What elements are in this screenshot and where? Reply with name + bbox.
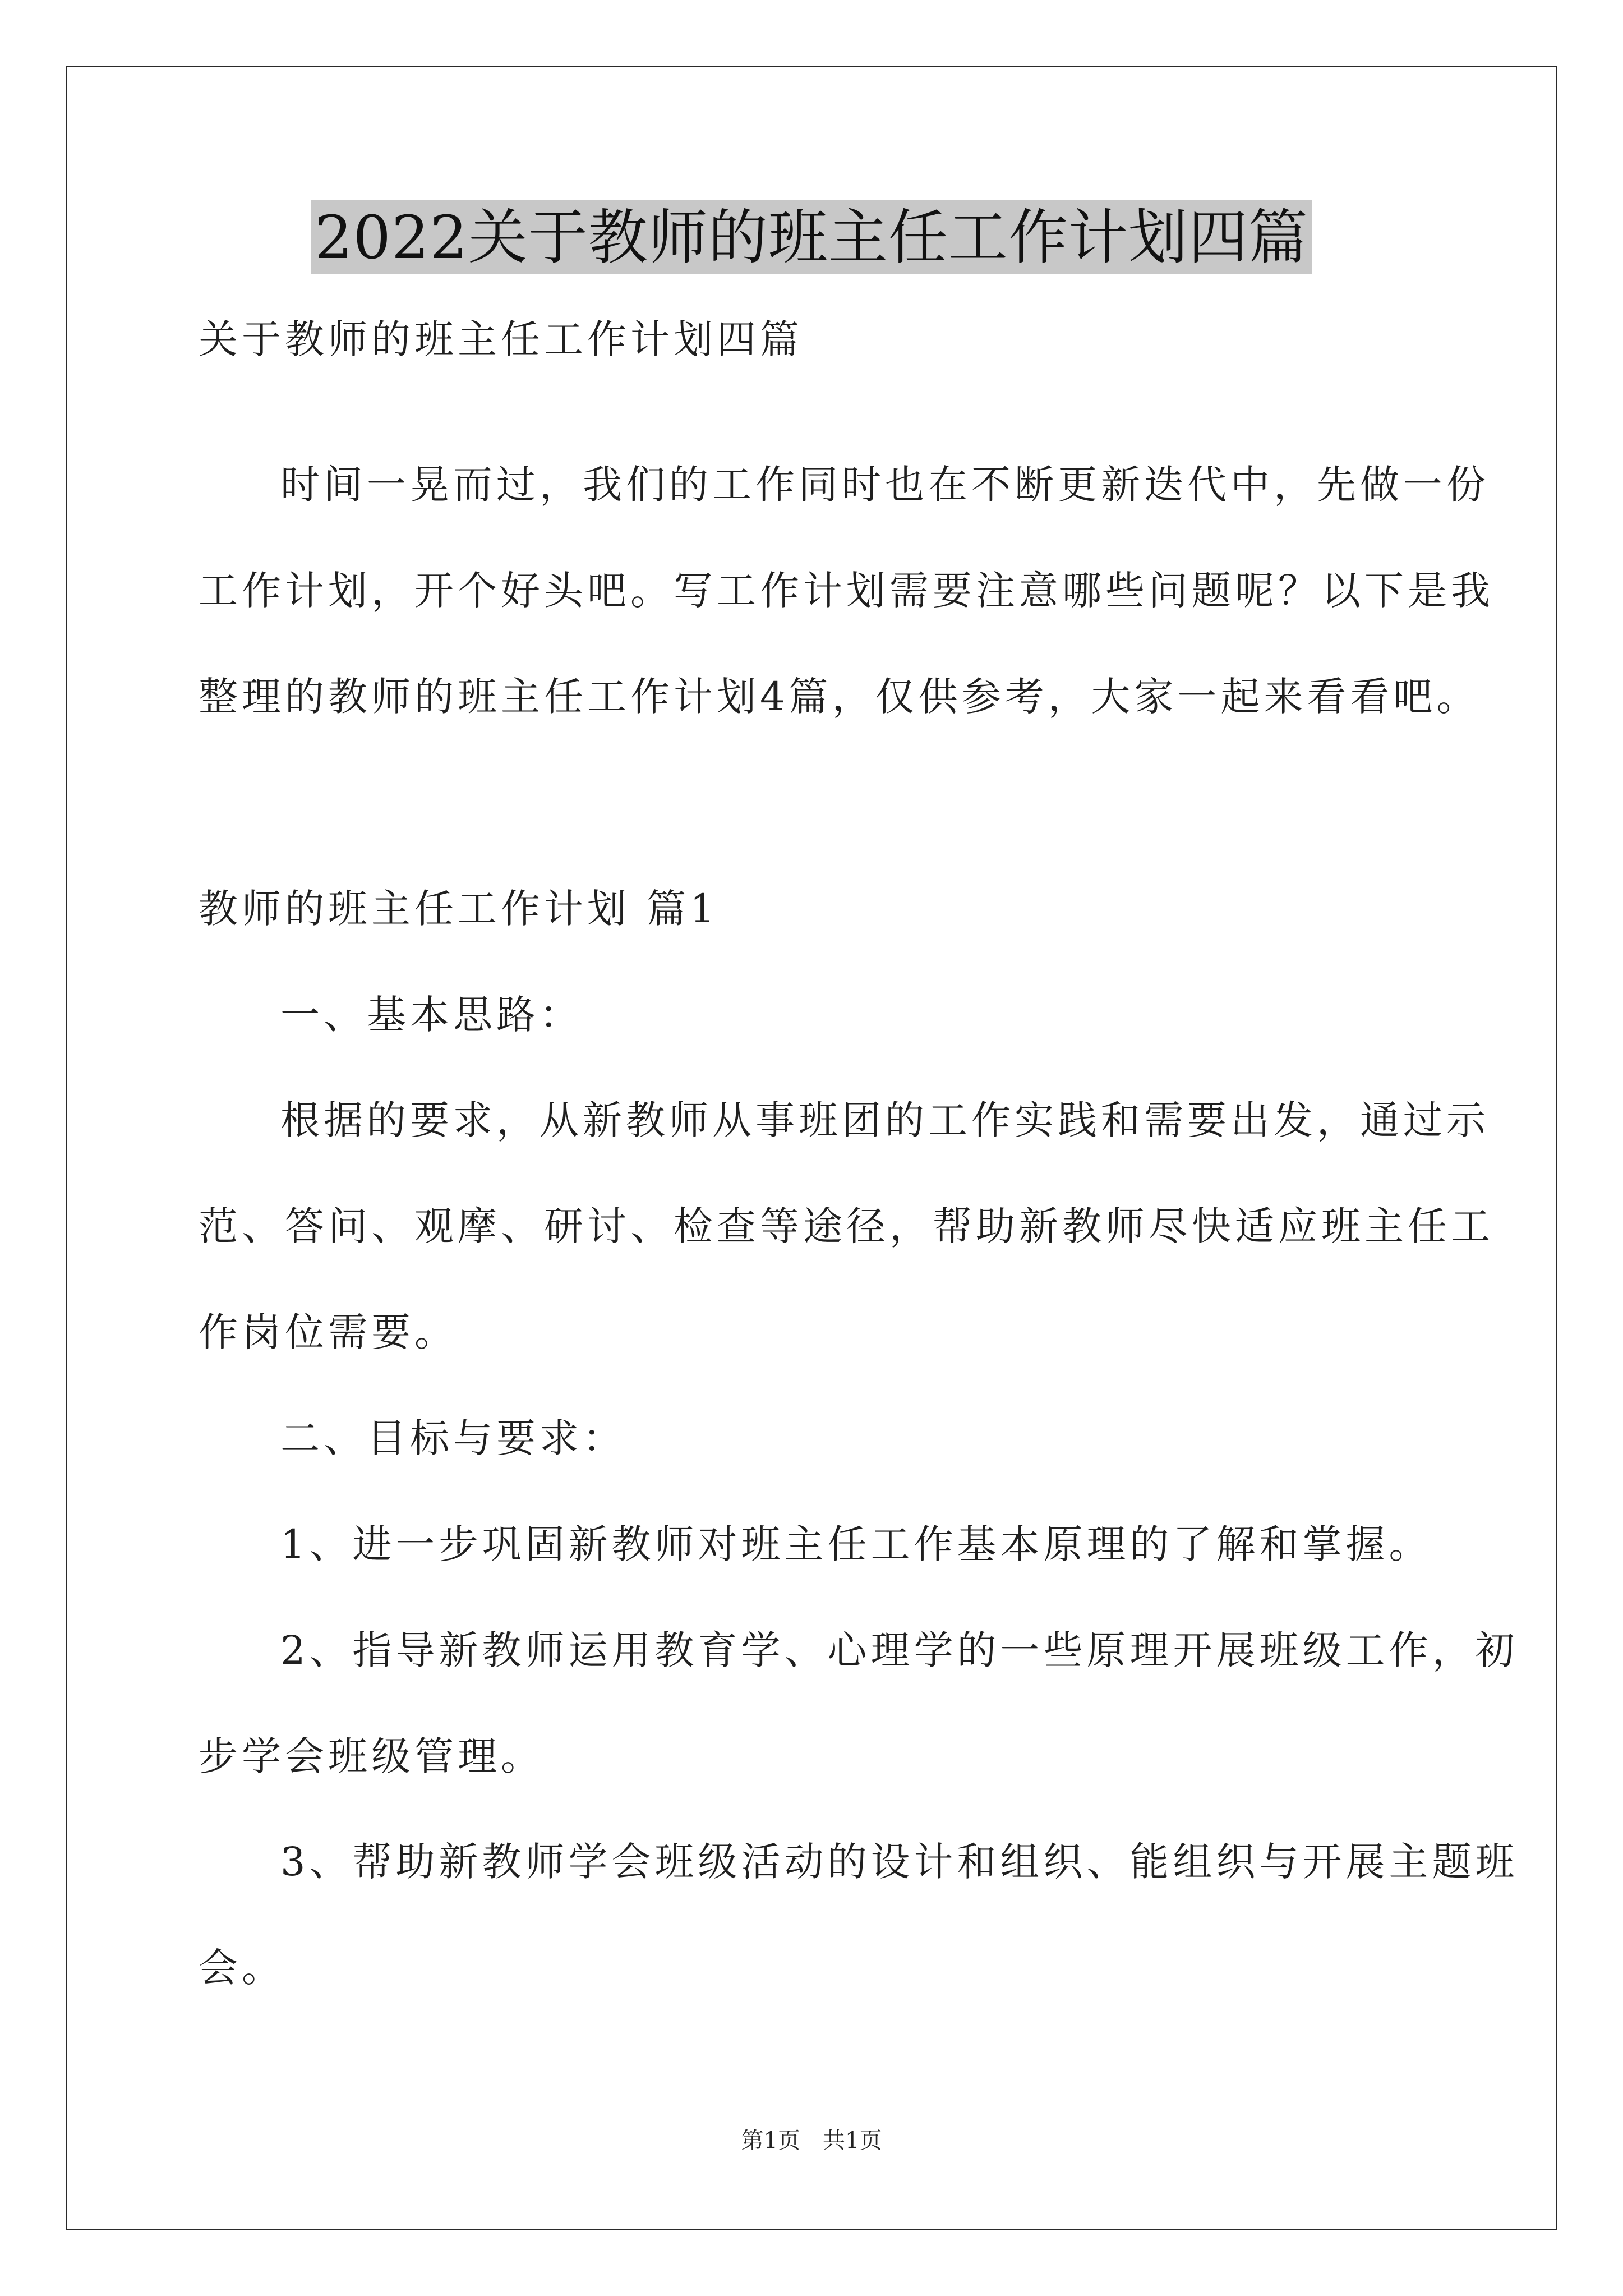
intro-line-3: 整理的教师的班主任工作计划4篇，仅供参考，大家一起来看看吧。 xyxy=(199,674,1480,720)
goal-item-1: 1、进一步巩固新教师对班主任工作基本原理的了解和掌握。 xyxy=(280,1521,1432,1567)
section-heading: 教师的班主任工作计划 篇1 xyxy=(199,886,719,932)
subtitle-line: 关于教师的班主任工作计划四篇 xyxy=(199,316,803,362)
goal-item-2-line-1: 2、指导新教师运用教育学、心理学的一些原理开展班级工作，初 xyxy=(280,1627,1519,1673)
heading-goals: 二、目标与要求： xyxy=(280,1415,626,1461)
paragraph-line-1: 根据的要求，从新教师从事班团的工作实践和需要出发，通过示 xyxy=(280,1097,1490,1143)
document-title-container xyxy=(0,200,1623,274)
page-footer: 第1页 共1页 xyxy=(741,2128,882,2154)
intro-line-1: 时间一晃而过，我们的工作同时也在不断更新迭代中，先做一份 xyxy=(280,462,1490,508)
heading-basic-ideas: 一、基本思路： xyxy=(280,992,583,1038)
intro-line-2: 工作计划，开个好头吧。写工作计划需要注意哪些问题呢？以下是我 xyxy=(199,568,1494,614)
paragraph-line-3: 作岗位需要。 xyxy=(199,1309,458,1355)
document-title: 2022关于教师的班主任工作计划四篇 xyxy=(311,200,1312,274)
goal-item-3-line-1: 3、帮助新教师学会班级活动的设计和组织、能组织与开展主题班 xyxy=(280,1839,1519,1885)
paragraph-line-2: 范、答问、观摩、研讨、检查等途径，帮助新教师尽快适应班主任工 xyxy=(199,1203,1494,1249)
goal-item-3-line-2: 会。 xyxy=(199,1945,285,1991)
goal-item-2-line-2: 步学会班级管理。 xyxy=(199,1733,544,1779)
page-border xyxy=(66,66,1557,2230)
